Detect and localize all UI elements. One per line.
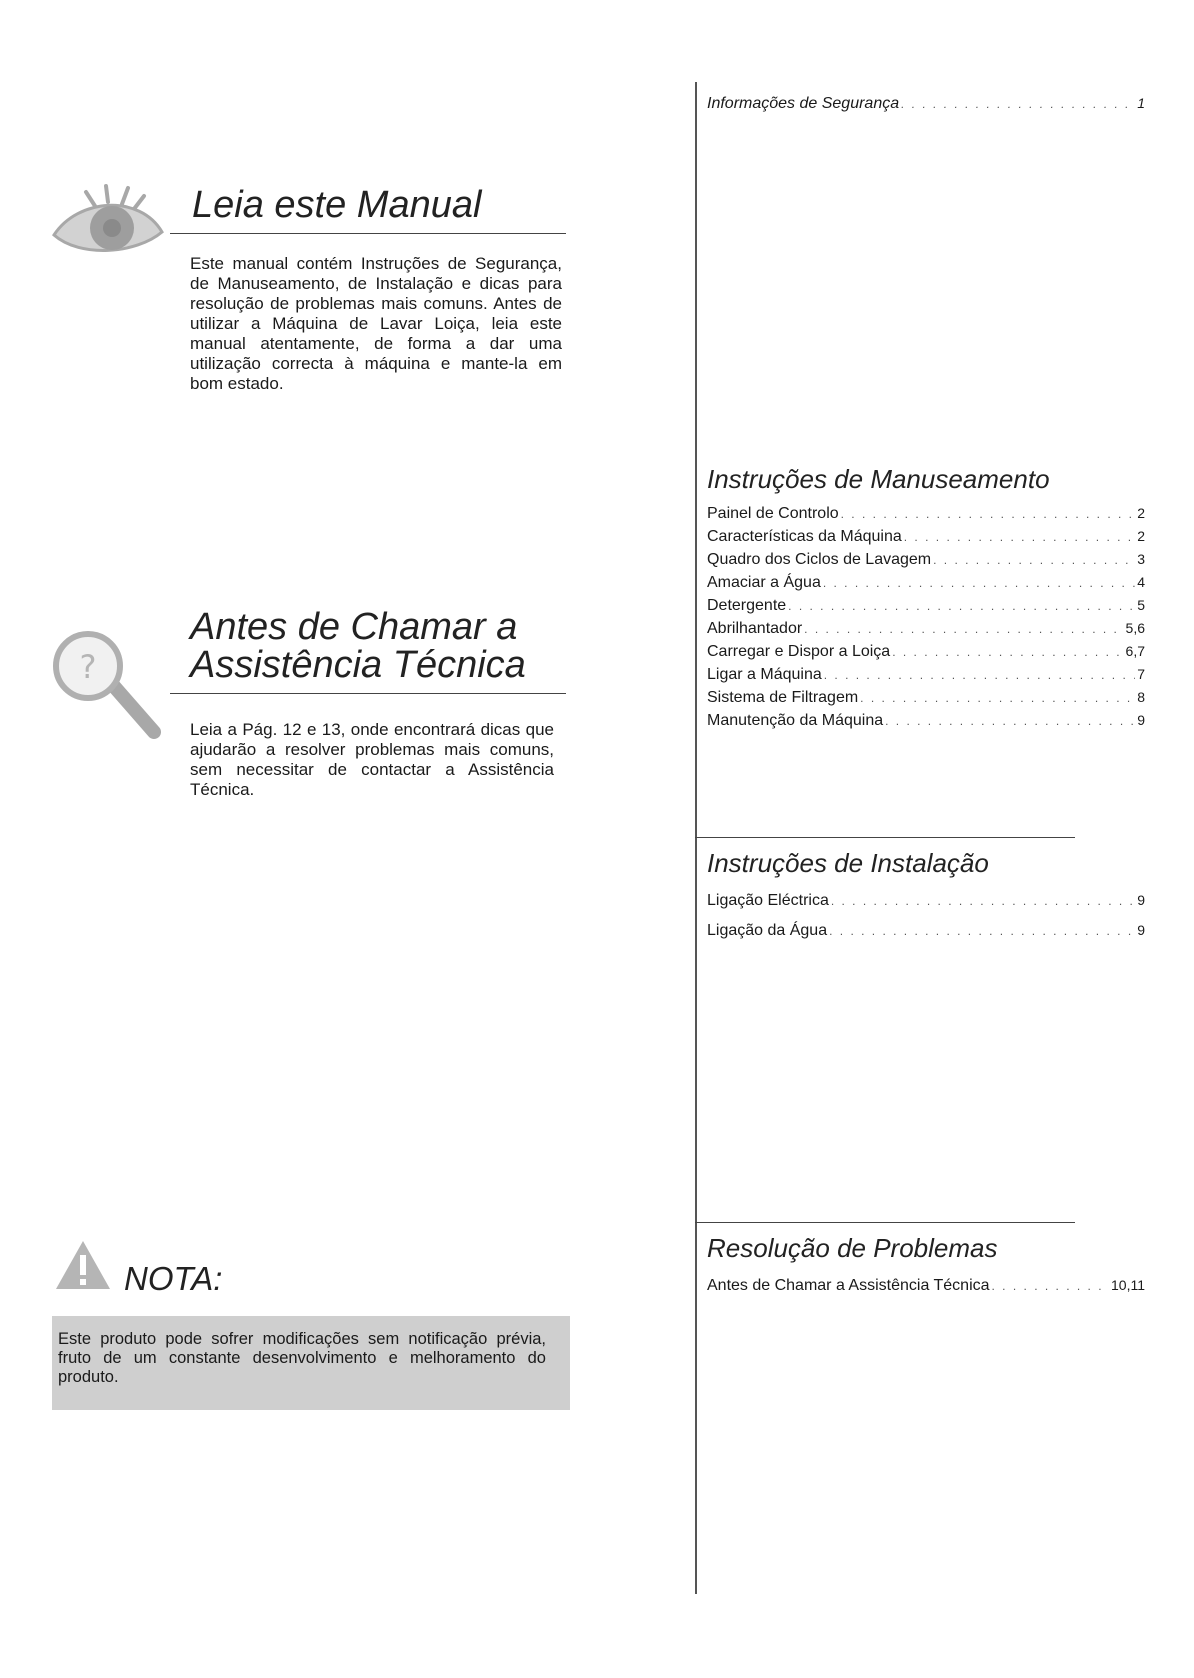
- toc-item-label: Painel de Controlo: [707, 505, 839, 522]
- toc-item[interactable]: [707, 617, 1145, 640]
- toc-item[interactable]: [707, 548, 1145, 571]
- toc-leader-dots: [823, 572, 1135, 594]
- toc-item[interactable]: [707, 594, 1145, 617]
- section-rule: [695, 837, 1075, 838]
- toc-item[interactable]: [707, 916, 1145, 946]
- toc-item-page: 3: [1137, 551, 1145, 567]
- toc-item-page: 9: [1137, 892, 1145, 908]
- toc-item[interactable]: [707, 640, 1145, 663]
- toc-item-page: 7: [1137, 666, 1145, 682]
- toc-item-label: Características da Máquina: [707, 528, 902, 545]
- section-title-line1: Antes de Chamar a: [190, 606, 518, 648]
- toc-item-label: Quadro dos Ciclos de Lavagem: [707, 551, 932, 568]
- toc-leader-dots: [901, 93, 1135, 115]
- toc-leader-dots: [904, 526, 1135, 548]
- toc-item[interactable]: [707, 886, 1145, 916]
- magnifier-question-icon: [48, 628, 166, 740]
- toc-item-label: Carregar e Dispor a Loiça: [707, 643, 891, 660]
- toc-item-label: Antes de Chamar a Assistência Técnica: [707, 1277, 990, 1294]
- toc-leader-dots: [804, 618, 1123, 640]
- toc-item[interactable]: [707, 1274, 1145, 1297]
- toc-item-label: Ligação Eléctrica: [707, 892, 829, 909]
- toc-leader-dots: [992, 1275, 1109, 1297]
- eye-icon: [48, 180, 166, 260]
- toc-leader-dots: [841, 503, 1136, 525]
- section-body-assistance: Leia a Pág. 12 e 13, onde encontrará dicas que ajudarão a resolver problemas mais comuns, sem necessitar de contactar a Assistência Técnica.: [190, 720, 554, 799]
- column-divider: [695, 82, 697, 1594]
- toc-item-page: 2: [1137, 505, 1145, 521]
- toc-list-troubleshooting: [707, 1274, 1145, 1297]
- note-title: NOTA:: [124, 1260, 223, 1297]
- section-rule: [170, 233, 566, 234]
- toc-leader-dots: [831, 886, 1135, 916]
- section-title-read-manual: Leia este Manual: [192, 184, 482, 226]
- toc-item-label: Sistema de Filtragem: [707, 689, 859, 706]
- section-title-line2: Assistência Técnica: [190, 644, 526, 686]
- toc-item-page: 2: [1137, 528, 1145, 544]
- toc-list-handling: [707, 502, 1145, 732]
- toc-item-page: 9: [1137, 712, 1145, 728]
- toc-leader-dots: [860, 687, 1135, 709]
- toc-leader-dots: [892, 641, 1123, 663]
- toc-item-label: Manutenção da Máquina: [707, 712, 884, 729]
- toc-item-label: Amaciar a Água: [707, 574, 821, 591]
- toc-leader-dots: [824, 664, 1135, 686]
- toc-item-label: Detergente: [707, 597, 787, 614]
- toc-leader-dots: [788, 595, 1135, 617]
- toc-item-label: Ligar a Máquina: [707, 666, 822, 683]
- section-rule: [695, 1222, 1075, 1223]
- warning-icon: [54, 1239, 112, 1291]
- toc-leader-dots: [829, 916, 1135, 946]
- toc-heading-installation: Instruções de Instalação: [707, 848, 989, 878]
- toc-item-safety[interactable]: [707, 92, 1145, 115]
- toc-item[interactable]: [707, 571, 1145, 594]
- toc-heading-handling: Instruções de Manuseamento: [707, 464, 1050, 494]
- toc-heading-troubleshooting: Resolução de Problemas: [707, 1233, 998, 1263]
- section-rule: [170, 693, 566, 694]
- toc-item-page: 10,11: [1111, 1277, 1145, 1293]
- toc-item-page: 9: [1137, 922, 1145, 938]
- toc-item-page: 5,6: [1125, 620, 1145, 636]
- question-mark: ?: [79, 648, 97, 686]
- toc-item-page: 5: [1137, 597, 1145, 613]
- note-box: [52, 1316, 570, 1410]
- toc-leader-dots: [933, 549, 1135, 571]
- toc-item[interactable]: [707, 525, 1145, 548]
- toc-item[interactable]: [707, 709, 1145, 732]
- note-body: Este produto pode sofrer modificações sem notificação prévia, fruto de um constante desenvolvimento e melhoramento do produto.: [58, 1330, 546, 1386]
- toc-item[interactable]: [707, 663, 1145, 686]
- section-body-read-manual: Este manual contém Instruções de Segurança, de Manuseamento, de Instalação e dicas para resolução de problemas mais comuns. Antes de utilizar a Máquina de Lavar Loiça, leia este manual atentamente, de forma a dar uma utilização correcta à máquina e mante-la em bom estado.: [190, 254, 562, 393]
- toc-leader-dots: [885, 710, 1135, 732]
- toc-item[interactable]: [707, 502, 1145, 525]
- toc-item-page: 6,7: [1125, 643, 1145, 659]
- toc-item-page: 4: [1137, 574, 1145, 590]
- toc-list-installation: [707, 886, 1145, 946]
- toc-item-label: Ligação da Água: [707, 922, 828, 939]
- toc-item-page: 1: [1137, 95, 1145, 111]
- toc-item-label: Abrilhantador: [707, 620, 803, 637]
- toc-item-label: Informações de Segurança: [707, 95, 900, 112]
- toc-item-page: 8: [1137, 689, 1145, 705]
- toc-item[interactable]: [707, 686, 1145, 709]
